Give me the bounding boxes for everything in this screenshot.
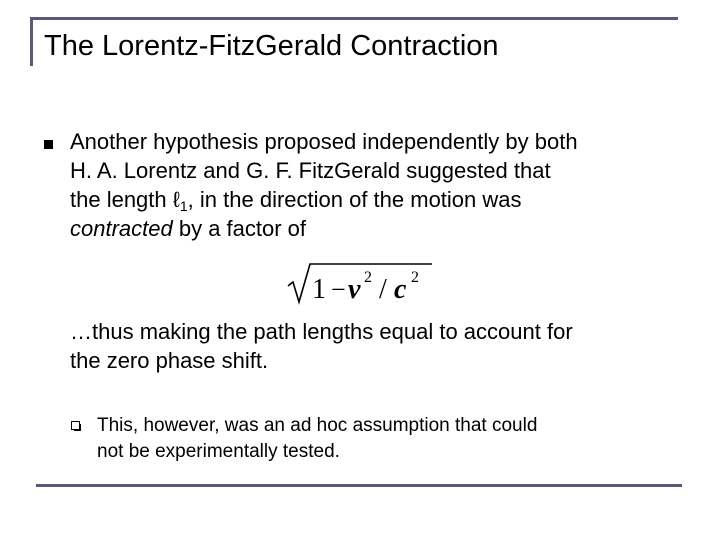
- bullet-line-4-end: by a factor of: [172, 216, 307, 241]
- sub-bullet-text: [97, 413, 697, 465]
- title-top-rule: [30, 17, 678, 20]
- formula-c-exponent: 2: [411, 269, 419, 286]
- bottom-rule: [36, 484, 682, 487]
- slide-title: The Lorentz-FitzGerald Contraction: [44, 30, 499, 62]
- formula-v: v: [348, 274, 361, 305]
- bullet-line-3-start: the length: [70, 187, 173, 212]
- bullet-line-3-end: , in the direction of the motion was: [187, 187, 522, 212]
- sub-bullet-box-icon: [71, 421, 80, 430]
- length-symbol: ℓ: [172, 187, 180, 212]
- formula-v-exponent: 2: [364, 269, 372, 286]
- formula-slash: /: [379, 274, 387, 305]
- title-left-rule: [30, 17, 33, 66]
- continuation-line-1: …thus making the path lengths equal to account for: [70, 319, 573, 344]
- bullet-line-2: H. A. Lorentz and G. F. FitzGerald suggested that: [70, 158, 551, 183]
- continuation-text: [70, 317, 690, 375]
- formula-one: 1: [312, 274, 326, 305]
- length-subscript: 1: [179, 198, 188, 214]
- contracted-word: contracted: [70, 216, 173, 241]
- formula-c: c: [394, 274, 407, 305]
- sub-bullet-line-1: This, however, was an ad hoc assumption that could: [97, 415, 538, 436]
- bullet-square-icon: [44, 140, 53, 149]
- continuation-line-2: the zero phase shift.: [70, 348, 269, 373]
- formula-minus: −: [331, 275, 346, 304]
- contraction-factor-formula: [286, 260, 436, 306]
- main-bullet-text: [70, 127, 690, 243]
- bullet-line-1: Another hypothesis proposed independently by both: [70, 129, 578, 154]
- sub-bullet-line-2: not be experimentally tested.: [97, 441, 340, 462]
